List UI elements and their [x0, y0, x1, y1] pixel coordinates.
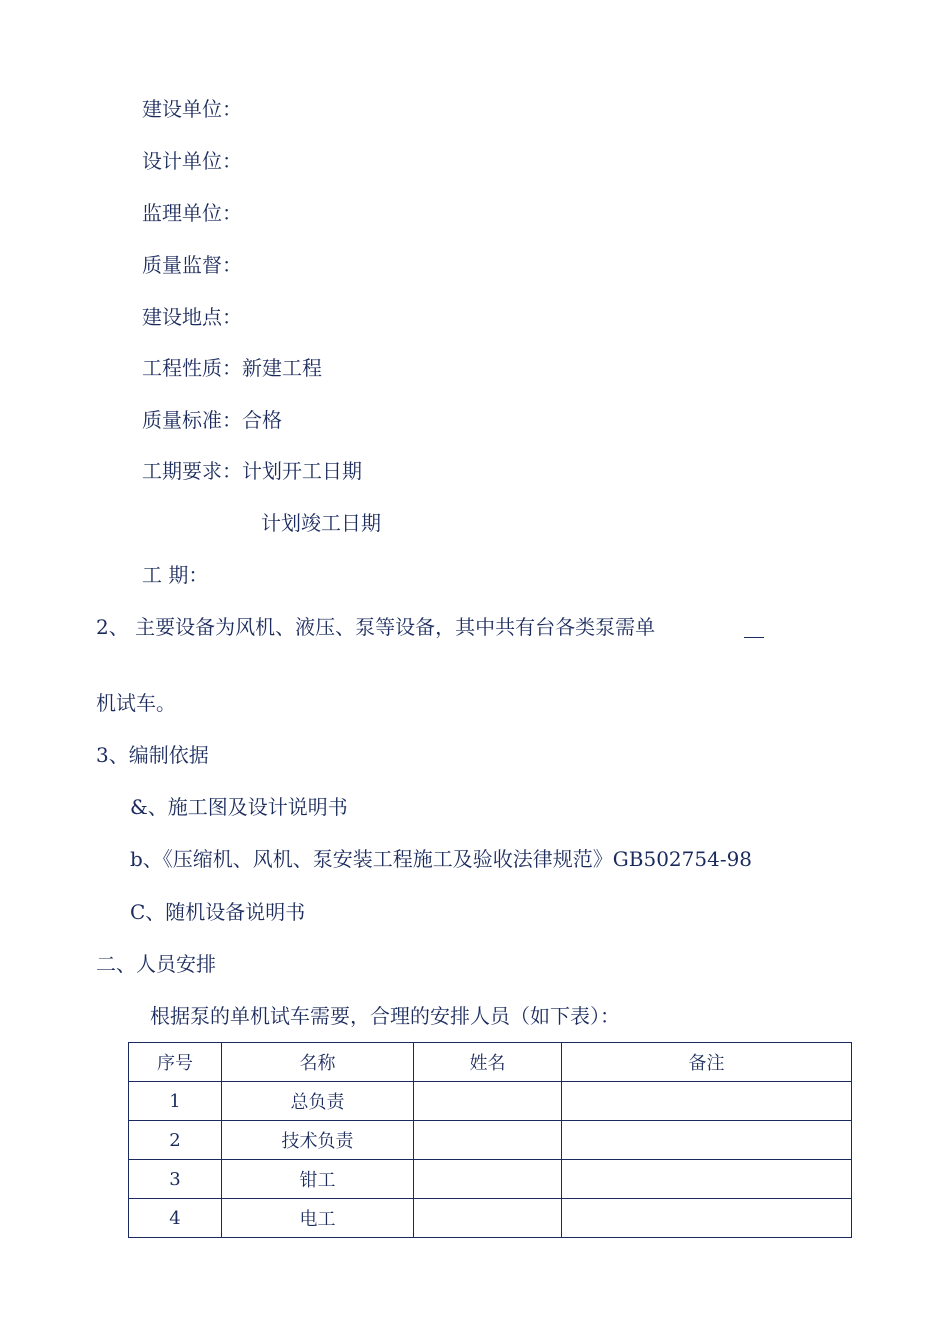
field-location: 建设地点： [142, 305, 242, 329]
cell-role: 电工 [222, 1199, 414, 1238]
cell-name [414, 1121, 562, 1160]
cell-note [562, 1160, 852, 1199]
field-duration: 工 期： [142, 563, 209, 587]
table-row [129, 1082, 852, 1121]
field-supervisor: 监理单位： [142, 201, 242, 225]
field-schedule: 工期要求：计划开工日期 [142, 459, 362, 483]
item3-a: &、施工图及设计说明书 [130, 795, 348, 819]
cell-role: 钳工 [222, 1160, 414, 1199]
table-row [129, 1121, 852, 1160]
table-header-row [129, 1043, 852, 1082]
cell-role: 总负责 [222, 1082, 414, 1121]
header-role: 名称 [222, 1043, 414, 1082]
cell-note [562, 1121, 852, 1160]
item3-c: C、随机设备说明书 [130, 900, 306, 924]
cell-no: 1 [129, 1082, 222, 1121]
table-row [129, 1160, 852, 1199]
cell-name [414, 1199, 562, 1238]
field-owner: 建设单位： [142, 97, 242, 121]
header-no: 序号 [129, 1043, 222, 1082]
field-designer: 设计单位： [142, 149, 242, 173]
cell-role: 技术负责 [222, 1121, 414, 1160]
field-nature: 工程性质：新建工程 [142, 356, 322, 380]
blank-underline [744, 637, 764, 638]
cell-no: 3 [129, 1160, 222, 1199]
header-note: 备注 [562, 1043, 852, 1082]
cell-note [562, 1082, 852, 1121]
section2-heading: 二、人员安排 [96, 952, 216, 976]
staff-table [128, 1042, 852, 1238]
item2-line2: 机试车。 [96, 691, 176, 715]
cell-note [562, 1199, 852, 1238]
section2-intro: 根据泵的单机试车需要，合理的安排人员（如下表）： [150, 1004, 620, 1028]
cell-name [414, 1082, 562, 1121]
item2-line1: 2、 主要设备为风机、液压、泵等设备，其中共有台各类泵需单 [96, 615, 656, 639]
cell-no: 4 [129, 1199, 222, 1238]
table-row [129, 1199, 852, 1238]
item3-b: b、《压缩机、风机、泵安装工程施工及验收法律规范》GB502754-98 [130, 847, 753, 871]
item3-heading: 3、编制依据 [96, 743, 209, 767]
header-name: 姓名 [414, 1043, 562, 1082]
field-quality-supervision: 质量监督： [142, 253, 242, 277]
staff-table-container [120, 1036, 860, 1239]
field-quality-standard: 质量标准：合格 [142, 408, 282, 432]
field-schedule-end: 计划竣工日期 [261, 511, 381, 535]
cell-no: 2 [129, 1121, 222, 1160]
cell-name [414, 1160, 562, 1199]
